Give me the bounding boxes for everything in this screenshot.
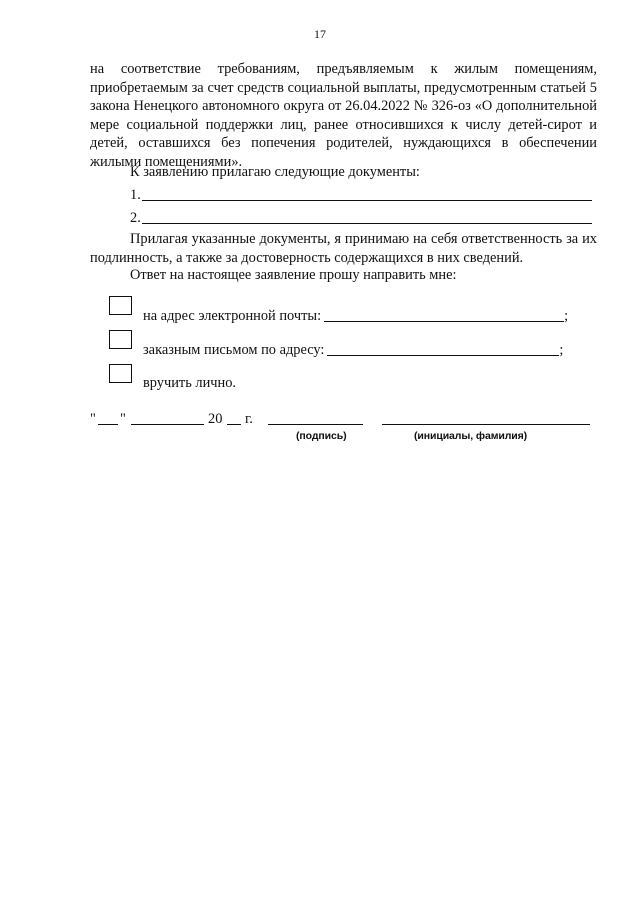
signature-blank[interactable] — [268, 424, 363, 425]
signature-caption: (подпись) — [296, 430, 347, 442]
email-checkbox[interactable] — [109, 296, 132, 315]
name-blank[interactable] — [382, 424, 590, 425]
in-person-checkbox[interactable] — [109, 364, 132, 383]
email-option-suffix: ; — [564, 308, 569, 324]
attachment-number-2: 2. — [130, 210, 141, 226]
attachments-intro: К заявлению прилагаю следующие документы: — [130, 164, 420, 180]
year-blank[interactable] — [227, 424, 241, 425]
in-person-option-label: вручить лично. — [143, 375, 236, 391]
signature-row — [90, 410, 600, 430]
email-address-blank[interactable] — [324, 321, 564, 322]
page-number: 17 — [314, 27, 326, 41]
email-option-label: на адрес электронной почты: — [143, 308, 322, 324]
name-caption: (инициалы, фамилия) — [414, 430, 528, 442]
attachment-line-1[interactable] — [130, 186, 592, 204]
attachment-blank-2[interactable] — [142, 223, 592, 224]
date-quote-open: " — [90, 411, 96, 427]
registered-mail-option-label: заказным письмом по адресу: — [143, 342, 325, 358]
year-prefix: 20 — [208, 411, 223, 427]
registered-mail-checkbox[interactable] — [109, 330, 132, 349]
attachment-line-2[interactable] — [130, 209, 592, 227]
main-paragraph: на соответствие требованиям, предъявляемым к жилым помещениям, приобретаемым за счет средств социальной выплаты, предусмотренным статьей 5 закона Ненецкого автономного округа от 26.04.2022 № 326-оз «О дополнительной мере социальной поддержки лиц, ранее относившихся к числу детей-сирот и детей, оставшихся без попечения родителей, нуждающихся в обеспечении жилыми помещениями». — [90, 61, 597, 170]
in-person-option — [143, 374, 236, 392]
month-blank[interactable] — [131, 424, 204, 425]
reply-intro: Ответ на настоящее заявление прошу направить мне: — [130, 267, 457, 283]
attachment-number-1: 1. — [130, 187, 141, 203]
registered-mail-option-suffix: ; — [559, 342, 564, 358]
day-blank[interactable] — [98, 424, 118, 425]
registered-mail-option — [143, 341, 563, 359]
confirmation-paragraph: Прилагая указанные документы, я принимаю на себя ответственность за их подлинность, а также за достоверность содержащихся в них сведений. — [90, 231, 597, 266]
email-option — [143, 307, 568, 325]
date-quote-close: " — [120, 411, 126, 427]
year-suffix: г. — [245, 411, 253, 427]
postal-address-blank[interactable] — [327, 355, 559, 356]
attachment-blank-1[interactable] — [142, 200, 592, 201]
